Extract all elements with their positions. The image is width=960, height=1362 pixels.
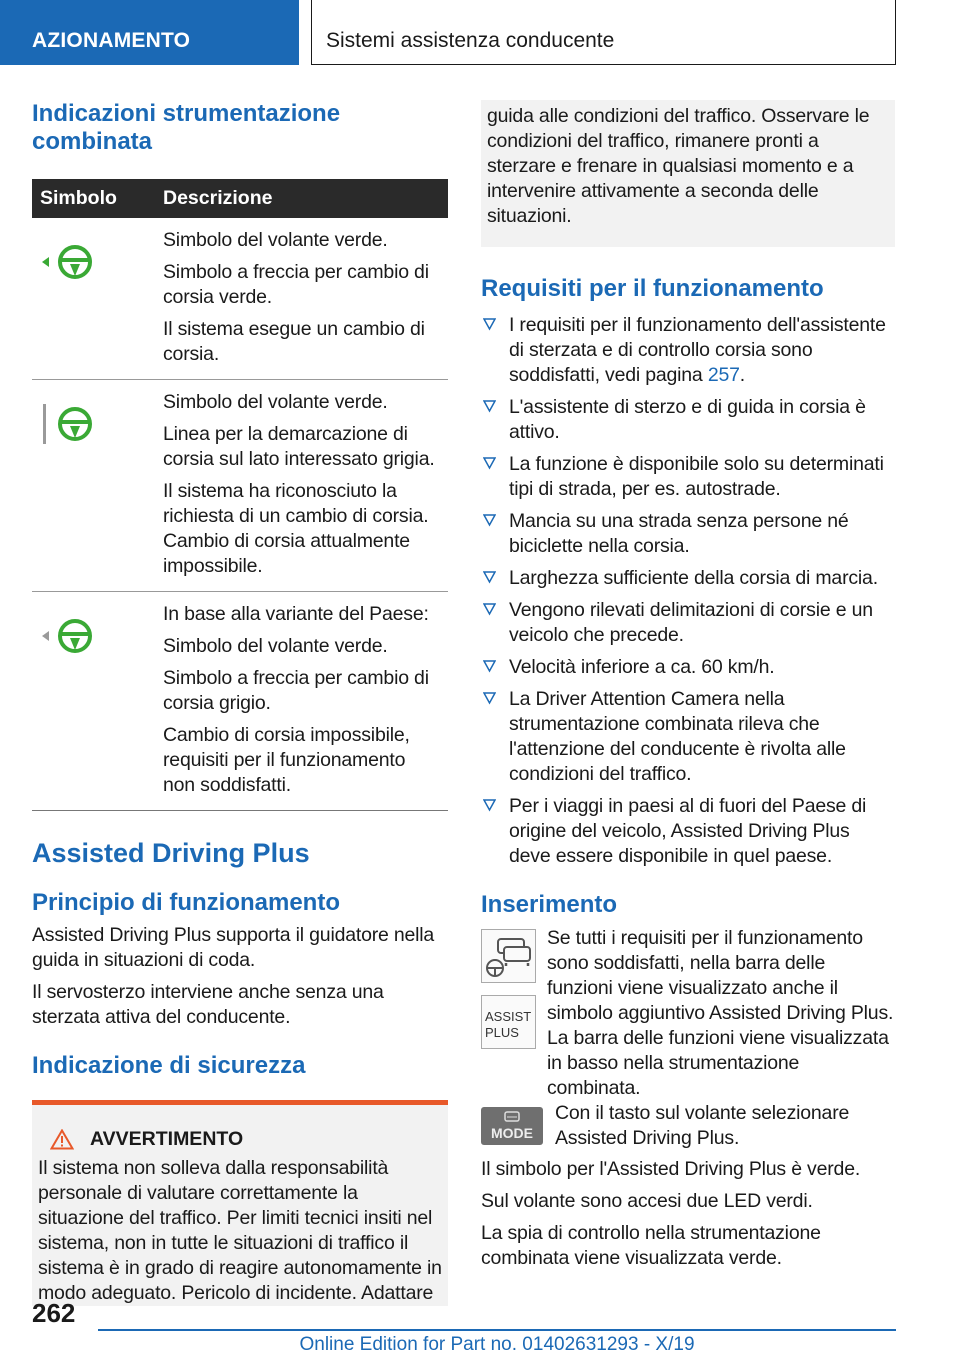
activation-title: Inserimento xyxy=(481,891,618,918)
list-item xyxy=(481,794,895,869)
steering-wheel-arrow-grey-icon xyxy=(32,616,122,656)
row2-line1: Simbolo del volante verde. xyxy=(163,391,388,413)
footer-edition: Online Edition for Part no. 01402631293 - X/19 xyxy=(299,1334,695,1355)
principle-paragraph-2: Il servosterzo interviene anche senza una sterzata attiva del conducente. xyxy=(32,981,384,1028)
list-item xyxy=(481,509,895,559)
table-row xyxy=(32,380,448,592)
indicator-table xyxy=(32,179,448,811)
list-item xyxy=(481,687,895,787)
warning-box xyxy=(32,1100,448,1306)
principle-paragraph-1: Assisted Driving Plus supporta il guidatore nella guida in situazioni di coda. xyxy=(32,924,435,971)
triangle-bullet-icon xyxy=(483,513,496,527)
assist-icon-line2: PLUS xyxy=(485,1025,519,1040)
warning-triangle-icon xyxy=(50,1129,74,1150)
warning-box-continued xyxy=(481,100,895,247)
triangle-bullet-icon xyxy=(483,659,496,673)
row1-line1: Simbolo del volante verde. xyxy=(163,229,388,251)
row2-line3: Il sistema ha riconosciuto la richiesta di un cambio di corsia. Cambio di corsia attualmente impossibile. xyxy=(163,480,429,577)
activation-paragraph-4: Sul volante sono accesi due LED verdi. xyxy=(481,1190,813,1212)
row3-line2: Simbolo del volante verde. xyxy=(163,635,388,657)
list-item xyxy=(481,566,895,591)
warning-text-continued: guida alle condizioni del traffico. Osservare le condizioni del traffico, rimanere pronti a sterzare e frenare in qualsiasi momento e a intervenire attivamente a seconda delle situazioni. xyxy=(487,105,870,227)
safety-title: Indicazione di sicurezza xyxy=(32,1052,306,1079)
left-column xyxy=(32,100,448,1306)
requirement-text: I requisiti per il funzionamento dell'assistente di sterzata e di controllo corsia sono soddisfatti, vedi pagina xyxy=(509,314,886,386)
requirement-text: Larghezza sufficiente della corsia di marcia. xyxy=(509,567,878,589)
table-row xyxy=(32,592,448,811)
page-number: 262 xyxy=(32,1298,76,1328)
requirement-text: Mancia su una strada senza persone né biciclette nella corsia. xyxy=(509,510,849,557)
steering-wheel-lane-icon xyxy=(32,404,122,444)
requirement-text: La funzione è disponibile solo su determinati tipi di strada, per es. autostrade. xyxy=(509,453,884,500)
triangle-bullet-icon xyxy=(483,456,496,470)
chapter-title: Sistemi assistenza conducente xyxy=(311,0,896,65)
list-item xyxy=(481,598,895,648)
mode-label: MODE xyxy=(491,1125,533,1141)
steering-car-icon xyxy=(481,929,536,983)
requirement-text: Velocità inferiore a ca. 60 km/h. xyxy=(509,656,775,678)
row2-line2: Linea per la demarcazione di corsia sul lato interessato grigia. xyxy=(163,423,435,470)
warning-text: Il sistema non solleva dalla responsabilità personale di valutare correttamente la situazione del traffico. Per limiti tecnici insiti nel sistema, non in tutte le situazioni di traffico il sistema è in grado di reagire autonomamente in modo adeguato. Pericolo di incidente. Adattare xyxy=(38,1157,442,1304)
row3-line3: Simbolo a freccia per cambio di corsia grigio. xyxy=(163,667,429,714)
page-link[interactable]: 257 xyxy=(707,364,740,386)
footer-divider xyxy=(98,1329,896,1331)
assist-plus-icon xyxy=(481,995,536,1049)
requirement-text: L'assistente di sterzo e di guida in corsia è attivo. xyxy=(509,396,866,443)
activation-paragraph-5: La spia di controllo nella strumentazione combinata viene visualizzata verde. xyxy=(481,1222,821,1269)
table-header-symbol: Simbolo xyxy=(32,179,156,218)
requirement-text: La Driver Attention Camera nella strumentazione combinata rileva che l'attenzione del conducente è rivolta alle condizioni del traffico. xyxy=(509,688,846,785)
principle-title: Principio di funzionamento xyxy=(32,889,340,916)
mode-block xyxy=(481,1103,895,1161)
row1-line3: Il sistema esegue un cambio di corsia. xyxy=(163,318,425,365)
section-title: Assisted Driving Plus xyxy=(32,838,310,868)
list-item xyxy=(481,452,895,502)
triangle-bullet-icon xyxy=(483,570,496,584)
activation-paragraph-3: Il simbolo per l'Assisted Driving Plus è verde. xyxy=(481,1158,861,1180)
triangle-bullet-icon xyxy=(483,798,496,812)
right-column xyxy=(481,100,895,1271)
assist-icon-line1: ASSIST xyxy=(485,1009,532,1024)
triangle-bullet-icon xyxy=(483,317,496,331)
table-row xyxy=(32,218,448,380)
requirement-text: Per i viaggi in paesi al di fuori del Paese di origine del veicolo, Assisted Driving Plus deve essere disponibile in quel paese. xyxy=(509,795,867,867)
warning-label: AVVERTIMENTO xyxy=(90,1128,244,1150)
triangle-bullet-icon xyxy=(483,602,496,616)
triangle-bullet-icon xyxy=(483,399,496,413)
list-item: I requisiti per il funzionamento dell'assistente di sterzata e di controllo corsia sono soddisfatti, vedi pagina 257. xyxy=(481,313,895,388)
activation-block xyxy=(481,927,895,1099)
table-header-description: Descrizione xyxy=(156,179,448,218)
section-tab: AZIONAMENTO xyxy=(0,0,299,65)
requirements-title: Requisiti per il funzionamento xyxy=(481,275,824,302)
row3-line1: In base alla variante del Paese: xyxy=(163,603,429,625)
table-heading: Indicazioni strumentazione combinata xyxy=(32,100,341,155)
mode-button-icon xyxy=(481,1107,543,1145)
list-item xyxy=(481,655,895,680)
steering-wheel-arrow-icon xyxy=(32,242,122,282)
row1-line2: Simbolo a freccia per cambio di corsia verde. xyxy=(163,261,429,308)
activation-paragraph-1: Se tutti i requisiti per il funzionamento sono soddisfatti, nella barra delle funzioni viene visualizzato anche il simbolo aggiuntivo Assisted Driving Plus. La barra delle funzioni viene visualizzata in basso nella strumentazione combinata. xyxy=(547,927,894,1099)
list-item xyxy=(481,395,895,445)
requirement-text: Vengono rilevati delimitazioni di corsie e un veicolo che precede. xyxy=(509,599,873,646)
triangle-bullet-icon xyxy=(483,691,496,705)
requirements-list xyxy=(481,313,895,869)
activation-paragraph-2: Con il tasto sul volante selezionare Assisted Driving Plus. xyxy=(555,1102,850,1149)
row3-line4: Cambio di corsia impossibile, requisiti per il funzionamento non soddisfatti. xyxy=(163,724,410,796)
